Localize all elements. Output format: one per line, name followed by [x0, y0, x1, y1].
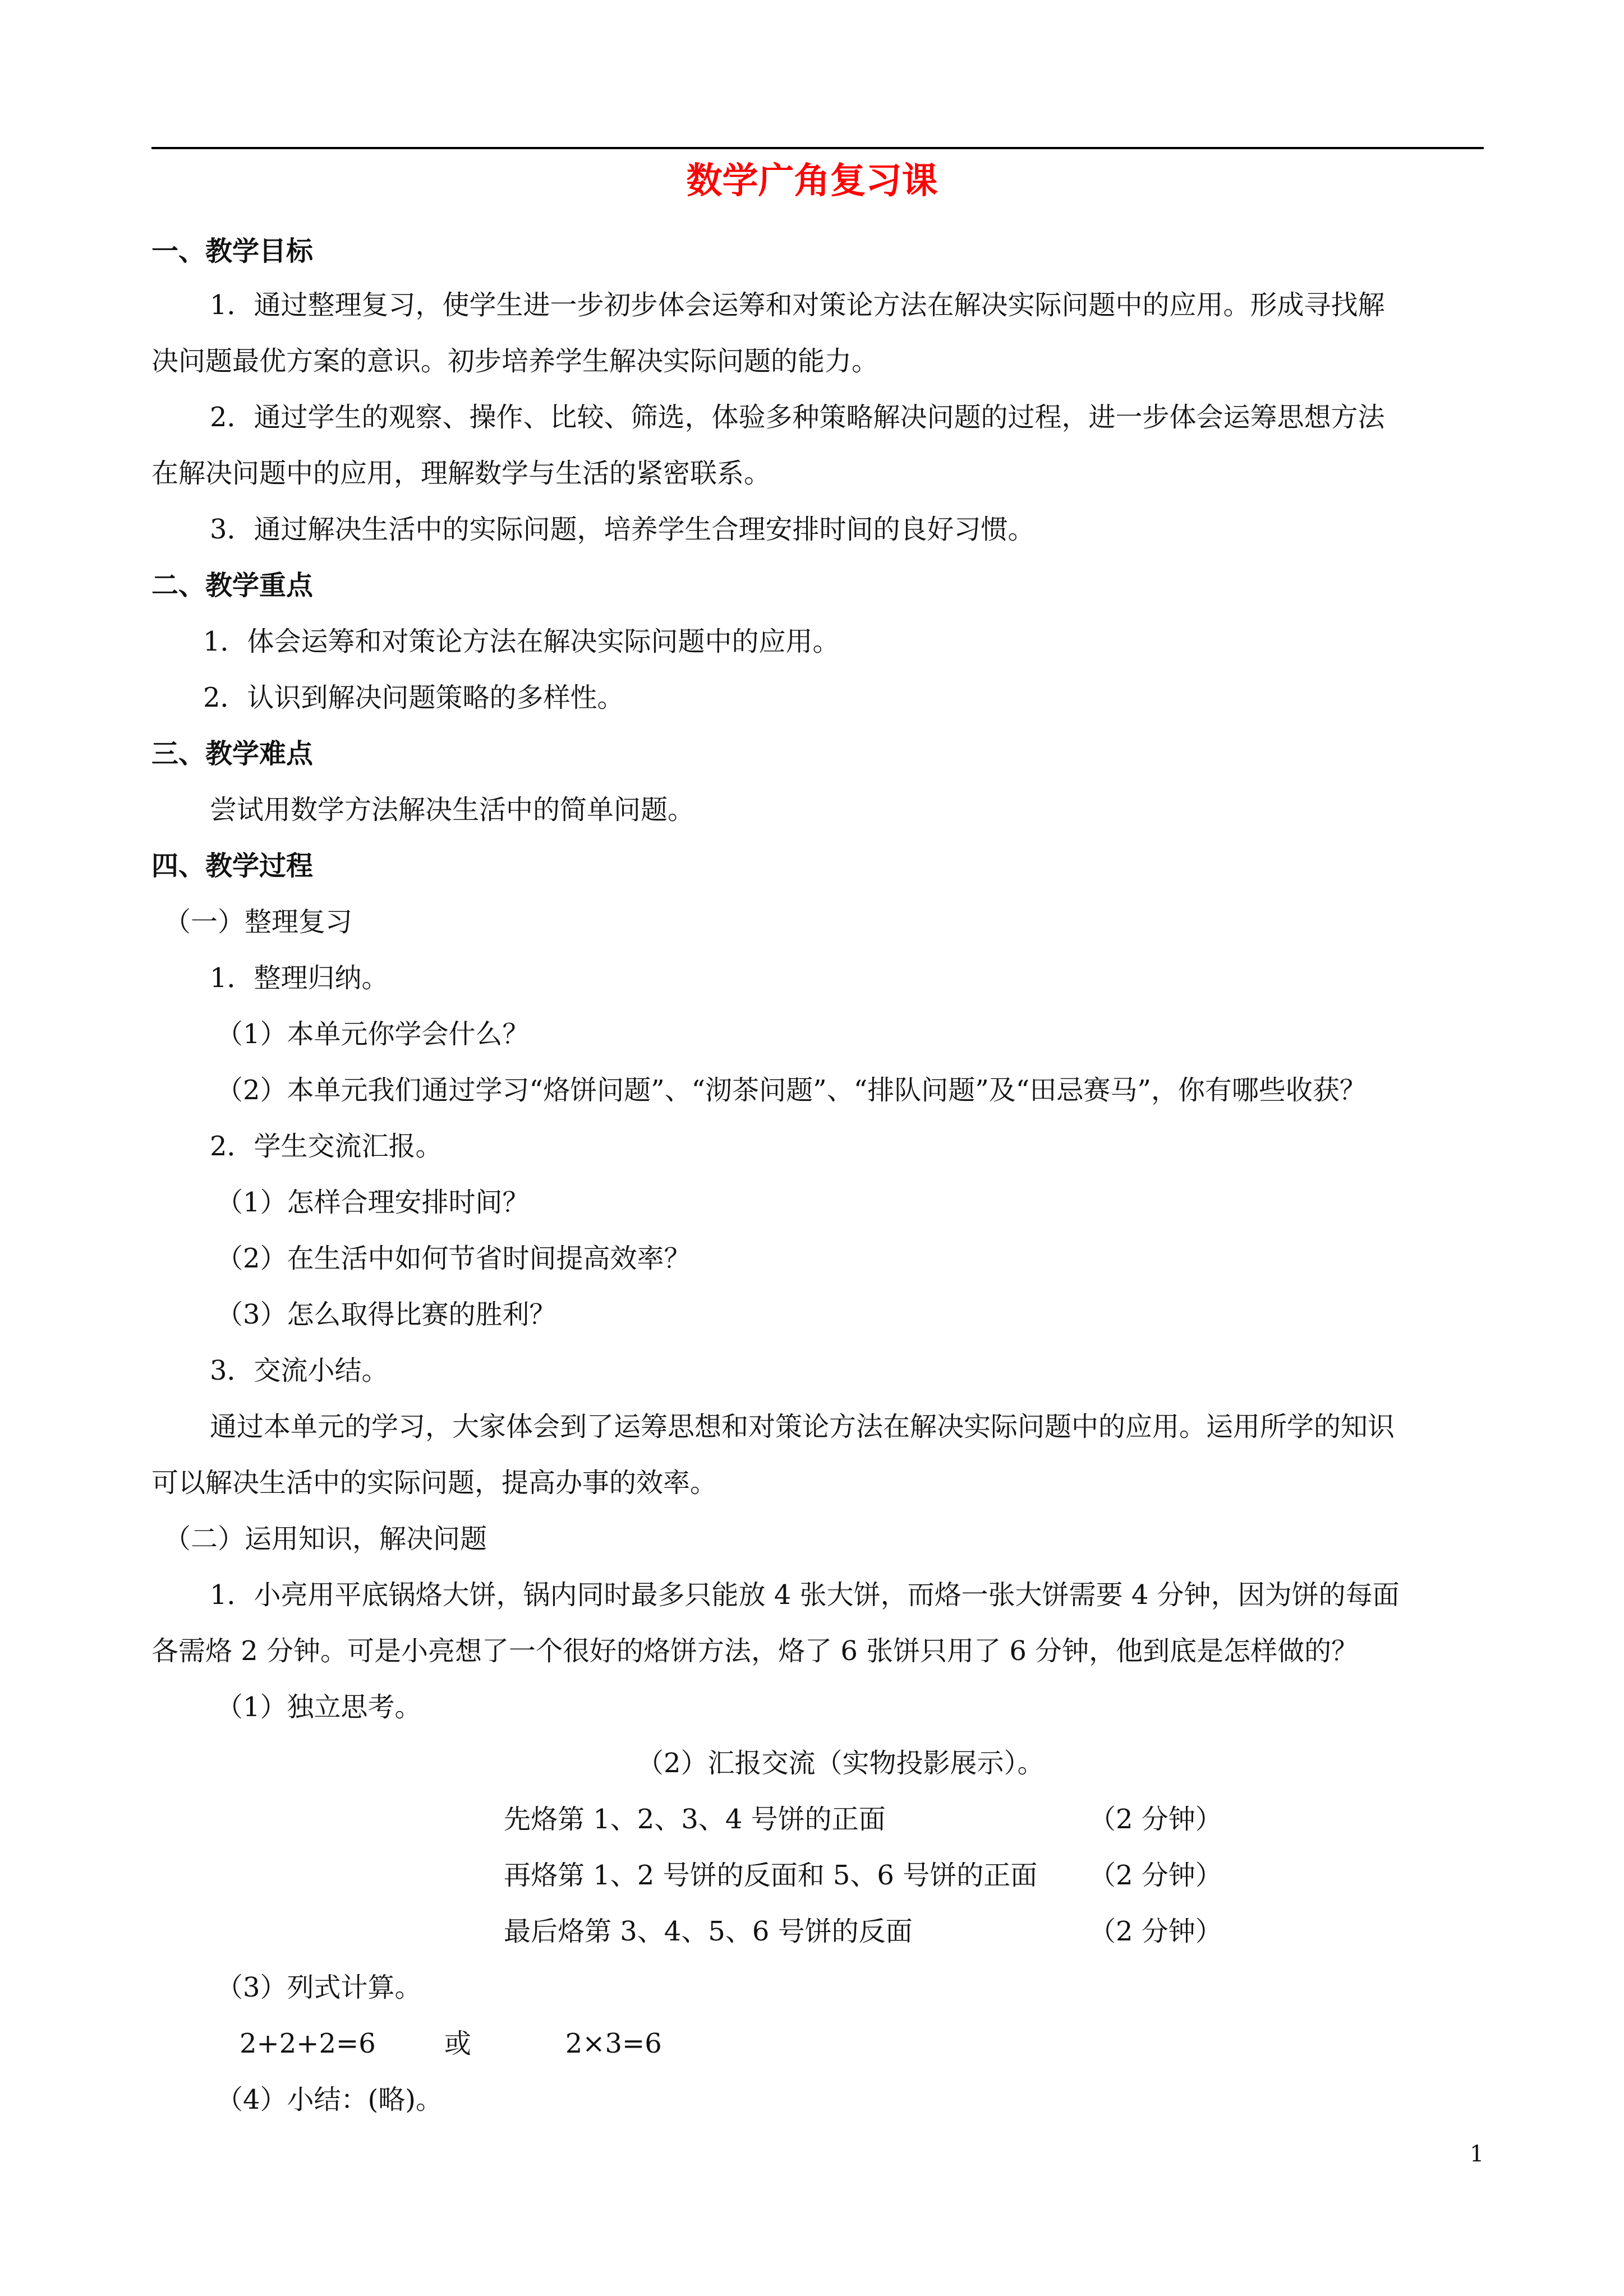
pancake-step-text: 最后烙第 3、4、5、6 号饼的反面	[504, 1916, 913, 1947]
page-number: 1	[1470, 2141, 1484, 2167]
pancake-step-time: （2 分钟）	[1089, 1916, 1222, 1947]
document-title: 数学广角复习课	[686, 160, 938, 202]
problem-1-line-1: 1．小亮用平底锅烙大饼，锅内同时最多只能放 4 张大饼，而烙一张大饼需要 4 分钟，因为饼的每面	[210, 1579, 1400, 1611]
pancake-step-row	[504, 1914, 1222, 1949]
objective-1-line-1: 1．通过整理复习，使学生进一步初步体会运筹和对策论方法在解决实际问题中的应用。形成寻找解	[210, 289, 1385, 321]
part-1-item-1: 1．整理归纳。	[210, 962, 389, 994]
objective-2-line-1: 2．通过学生的观察、操作、比较、筛选，体验多种策略解决问题的过程，进一步体会运筹思想方法	[210, 402, 1385, 433]
header-rule	[151, 147, 1484, 149]
part-1-summary-line-1: 通过本单元的学习，大家体会到了运筹思想和对策论方法在解决实际问题中的应用。运用所学的知识	[210, 1411, 1395, 1442]
key-point-1: 1．体会运筹和对策论方法在解决实际问题中的应用。	[203, 626, 840, 657]
pancake-step-text: 再烙第 1、2 号饼的反面和 5、6 号饼的正面	[504, 1860, 1038, 1891]
step-3: （3）列式计算。	[216, 1972, 422, 2003]
step-4: （4）小结：(略)。	[216, 2084, 443, 2115]
pancake-step-row	[504, 1801, 1222, 1837]
part-1-item-3: 3．交流小结。	[210, 1355, 389, 1386]
part-1-heading: （一）整理复习	[164, 906, 353, 938]
part-1-item-2c: （3）怎么取得比赛的胜利？	[216, 1299, 556, 1330]
step-1: （1）独立思考。	[216, 1691, 422, 1723]
part-1-item-2: 2．学生交流汇报。	[210, 1131, 443, 1162]
section-heading-objectives: 一、教学目标	[151, 236, 314, 267]
part-2-heading: （二）运用知识，解决问题	[164, 1523, 487, 1555]
objective-1-line-2: 决问题最优方案的意识。初步培养学生解决实际问题的能力。	[151, 345, 879, 377]
part-1-item-2b: （2）在生活中如何节省时间提高效率？	[216, 1243, 691, 1274]
problem-1-line-2: 各需烙 2 分钟。可是小亮想了一个很好的烙饼方法，烙了 6 张饼只用了 6 分钟，他到底是怎样做的？	[151, 1635, 1359, 1667]
formula: 2+2+2=6 或 2×3=6	[240, 2028, 662, 2059]
key-point-2: 2．认识到解决问题策略的多样性。	[203, 682, 624, 713]
step-2: （2）汇报交流（实物投影展示）。	[637, 1748, 1045, 1779]
pancake-step-row	[504, 1857, 1222, 1893]
difficulty-text: 尝试用数学方法解决生活中的简单问题。	[210, 794, 695, 826]
pancake-step-time: （2 分钟）	[1089, 1804, 1222, 1835]
part-1-summary-line-2: 可以解决生活中的实际问题，提高办事的效率。	[151, 1467, 717, 1499]
part-1-item-2a: （1）怎样合理安排时间？	[216, 1187, 530, 1218]
part-1-item-1b: （2）本单元我们通过学习“烙饼问题”、“沏茶问题”、“排队问题”及“田忌赛马”，你有哪些收获？	[216, 1075, 1367, 1106]
section-heading-key-points: 二、教学重点	[151, 570, 314, 601]
pancake-step-text: 先烙第 1、2、3、4 号饼的正面	[504, 1804, 886, 1835]
section-heading-difficulty: 三、教学难点	[151, 738, 314, 769]
pancake-step-time: （2 分钟）	[1089, 1860, 1222, 1891]
part-1-item-1a: （1）本单元你学会什么？	[216, 1018, 530, 1050]
section-heading-process: 四、教学过程	[151, 850, 314, 882]
objective-2-line-2: 在解决问题中的应用，理解数学与生活的紧密联系。	[151, 458, 771, 489]
objective-3: 3．通过解决生活中的实际问题，培养学生合理安排时间的良好习惯。	[210, 514, 1035, 545]
